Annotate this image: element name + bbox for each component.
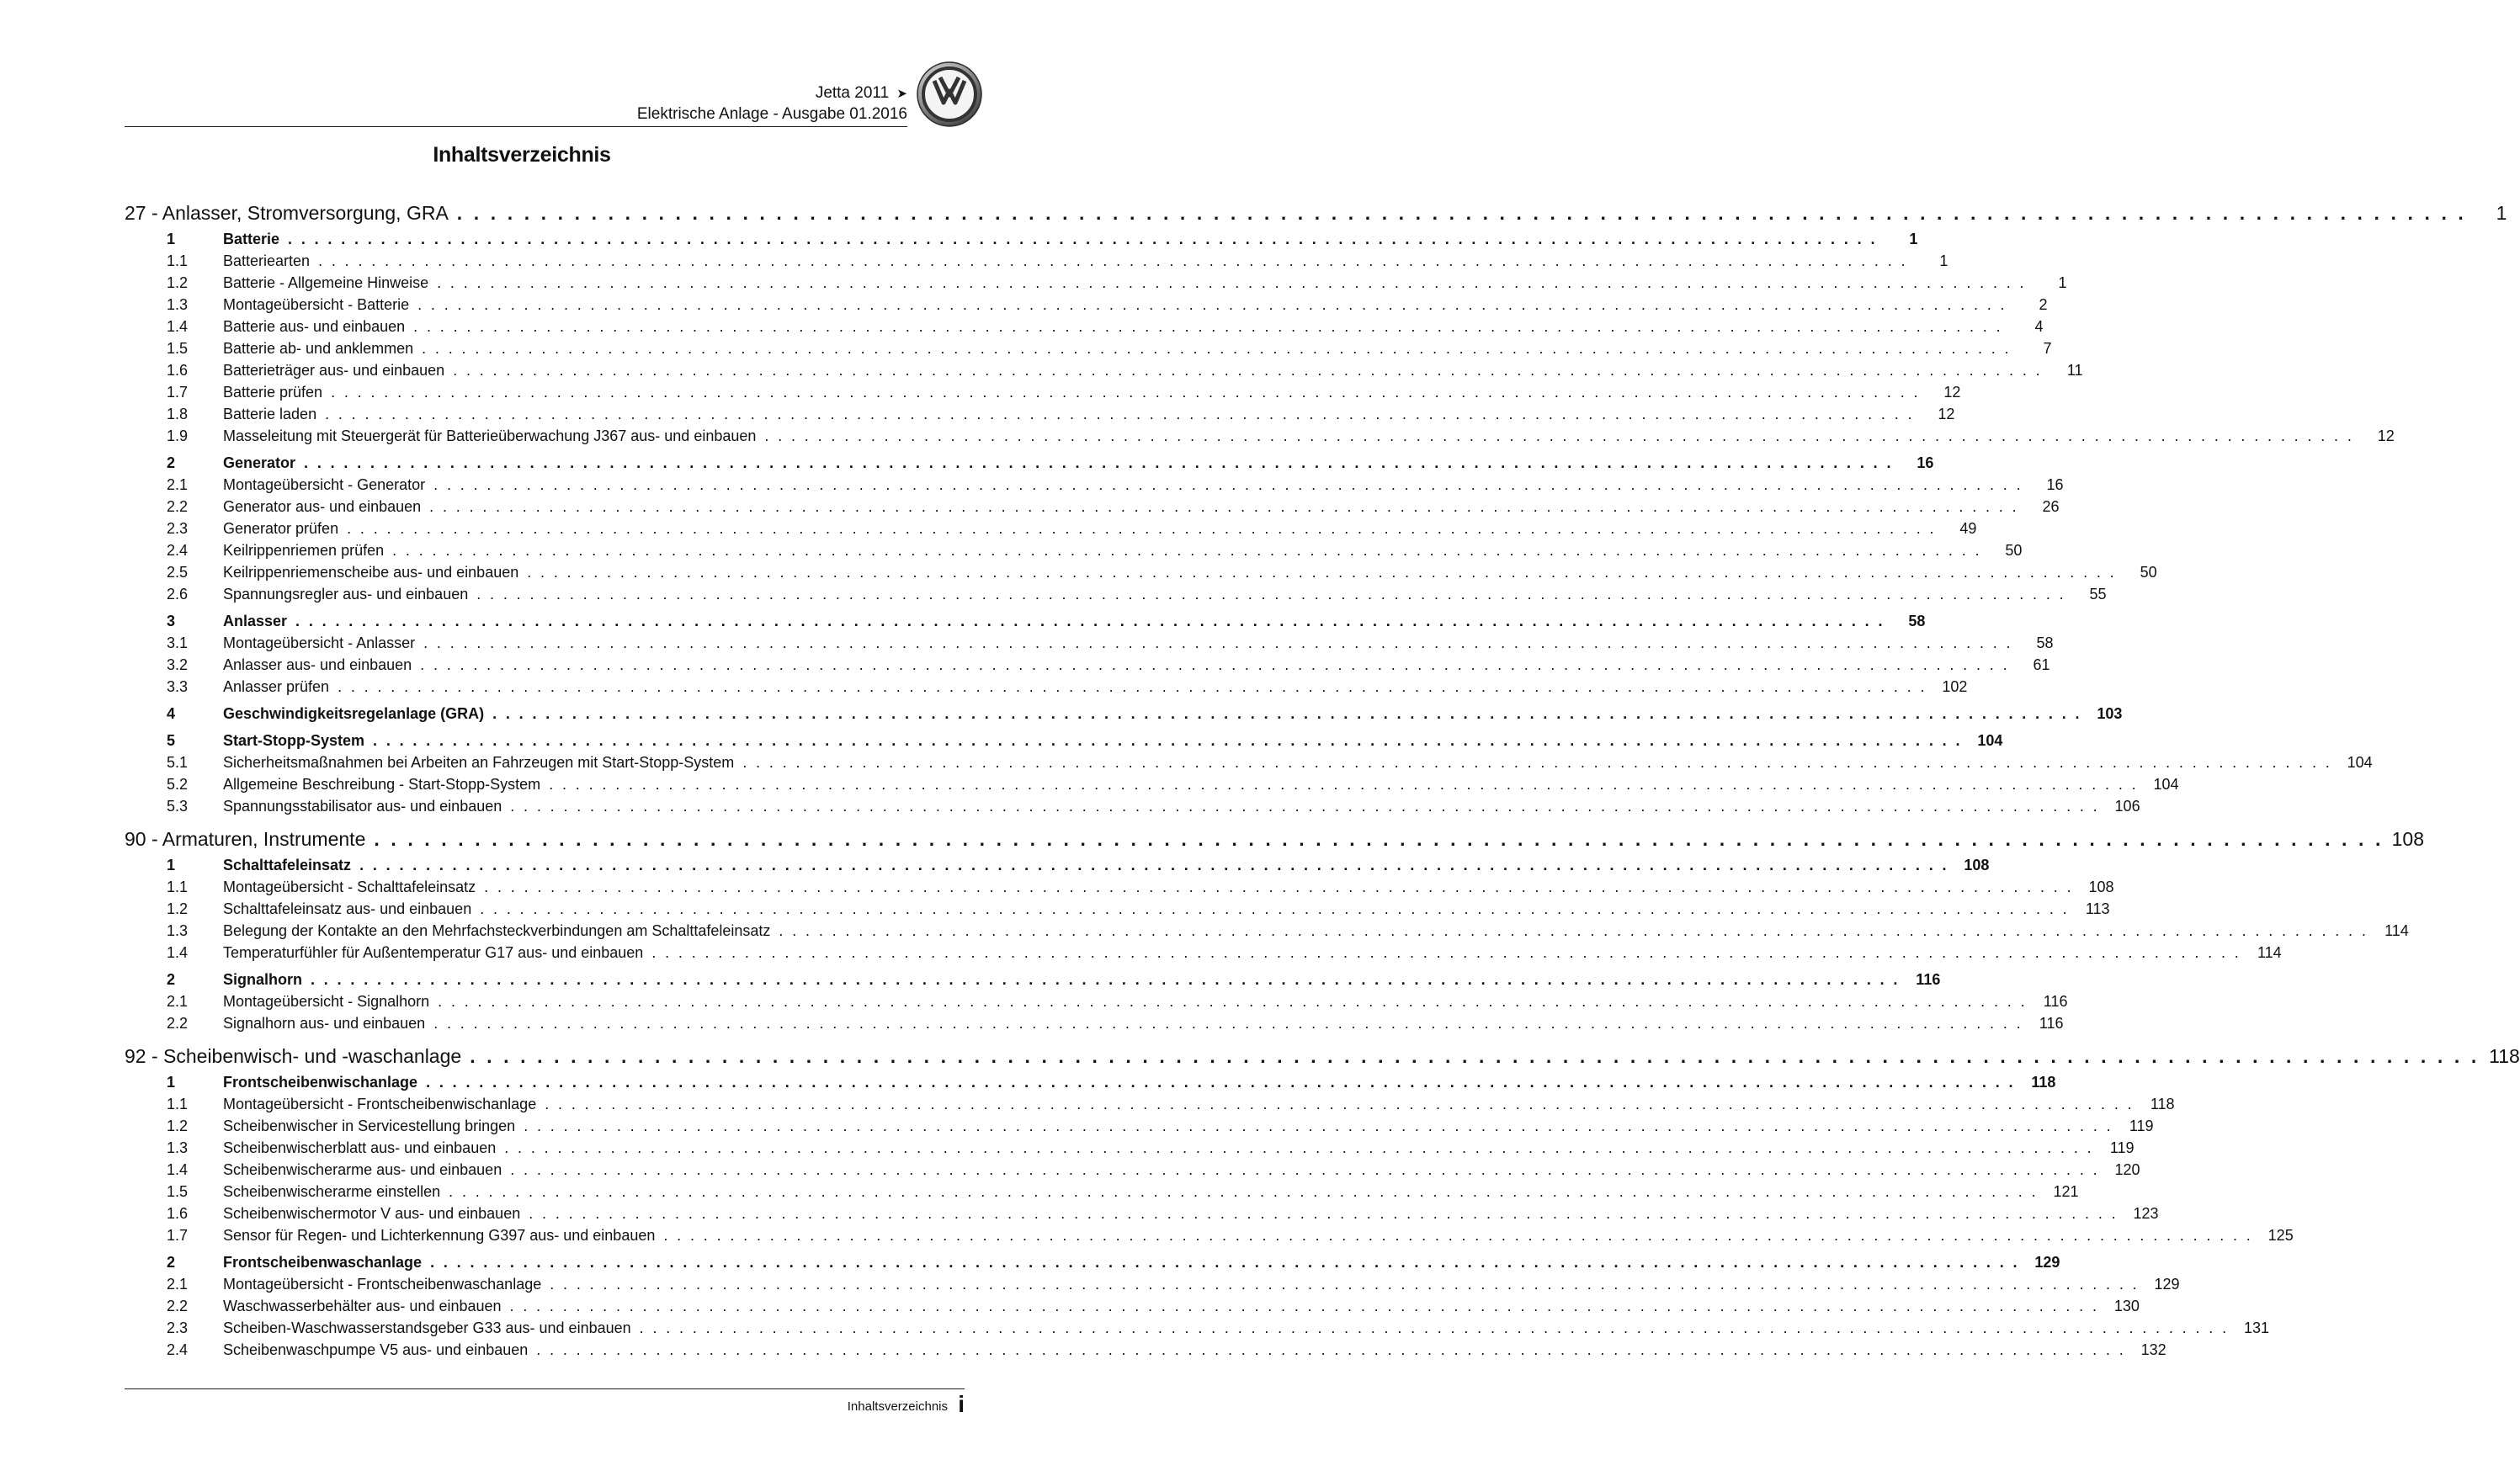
entry-page-number: 113 xyxy=(2085,900,2110,917)
toc-subsection[interactable] xyxy=(125,362,2083,384)
toc-subsection[interactable] xyxy=(125,1227,2294,1249)
entry-page-number: 1 xyxy=(1939,252,1948,269)
toc-section[interactable] xyxy=(125,613,1926,634)
toc-chapter[interactable] xyxy=(125,1045,2520,1074)
entry-page-number: 50 xyxy=(2005,542,2023,559)
toc-subsection[interactable] xyxy=(125,656,2050,678)
dot-leader: . . . . . . . . . . . . . . . . . . . . . . . . . . . . . . . . . . . . . . . . . . . . . . . . . . . . . . . . . . . . . . . . . . . . . . . . . . . . . . . . . . . . . . . . . . . . . . . . . . . . . . . . . . . . . . . . . . . . . . . . xyxy=(338,678,1927,695)
entry-number: 1.2 xyxy=(167,1118,189,1134)
entry-number: 2.6 xyxy=(167,586,189,603)
toc-subsection[interactable] xyxy=(125,678,1968,700)
entry-page-number: 58 xyxy=(1908,613,1926,629)
entry-title: 90 - Armaturen, Instrumente xyxy=(125,828,366,850)
footer-page-number: i xyxy=(958,1391,965,1417)
entry-page-number: 102 xyxy=(1942,678,1968,695)
entry-page-number: 50 xyxy=(2140,564,2157,581)
dot-leader: . . . . . . . . . . . . . . . . . . . . . . . . . . . . . . . . . . . . . . . . . . . . . . . . . . . . . . . . . . . . . . . . . . . . . . . . . . . . . . . . . . . . . . . . . . . . . . . . . . . . . . . . . . . . . . . . . . . . . . . . xyxy=(742,754,2332,771)
toc-section[interactable] xyxy=(125,705,2123,727)
entry-title: Generator prüfen xyxy=(223,520,339,537)
toc-subsection[interactable] xyxy=(125,274,2067,296)
entry-number: 2 xyxy=(167,1254,176,1271)
entry-number: 2.4 xyxy=(167,1341,189,1358)
toc-subsection[interactable] xyxy=(125,542,2023,564)
toc-subsection[interactable] xyxy=(125,1015,2064,1037)
toc-subsection[interactable] xyxy=(125,944,2282,966)
entry-page-number: 58 xyxy=(2036,634,2054,651)
entry-title: 92 - Scheibenwisch- und -waschanlage xyxy=(125,1045,462,1067)
dot-leader: . . . . . . . . . . . . . . . . . . . . . . . . . . . . . . . . . . . . . . . . . . . . . . . . . . . . . . . . . . . . . . . . . . . . . . . . . . . . . . . . . . . . . . . . . . . . . . . . . . . . . . . . . . . . . . . . . . . . . . . . xyxy=(449,1183,2039,1200)
entry-title: Anlasser aus- und einbauen xyxy=(223,656,412,673)
entry-number: 1.8 xyxy=(167,406,189,422)
entry-page-number: 118 xyxy=(2150,1096,2175,1112)
entry-page-number: 104 xyxy=(2347,754,2373,771)
entry-title: Keilrippenriemenscheibe aus- und einbauen xyxy=(223,564,519,581)
dot-leader: . . . . . . . . . . . . . . . . . . . . . . . . . . . . . . . . . . . . . . . . . . . . . . . . . . . . . . . . . . . . . . . . . . . . . . . . . . . . . . . . . . . . . . . . . . . . . . . . . . . . . . . . . . . . . . . . . . . . . . . . xyxy=(550,1276,2140,1293)
entry-title: Montageübersicht - Frontscheibenwischanlage xyxy=(223,1096,537,1112)
entry-number: 2 xyxy=(167,971,176,988)
entry-title: Batterie laden xyxy=(223,406,317,422)
entry-title: Allgemeine Beschreibung - Start-Stopp-System xyxy=(223,776,541,793)
entry-title: Batteriearten xyxy=(223,252,311,269)
entry-title: Spannungsregler aus- und einbauen xyxy=(223,586,469,603)
entry-page-number: 26 xyxy=(2042,498,2060,515)
toc-subsection[interactable] xyxy=(125,1139,2135,1161)
entry-number: 5.2 xyxy=(167,776,189,793)
dot-leader: . . . . . . . . . . . . . . . . . . . . . . . . . . . . . . . . . . . . . . . . . . . . . . . . . . . . . . . . . . . . . . . . . . . . . . . . . . . . . . . . . . . . . . . . . . . . . . . . . . . . . . . . . . . . . . . . . . . . . . . . xyxy=(420,656,2010,673)
dot-leader: . . . . . . . . . . . . . . . . . . . . . . . . . . . . . . . . . . . . . . . . . . . . . . . . . . . . . . . . . . . . . . . . . . . . . . . . . . . . . . . . . . . . . . . . . . . . . . . . . . . . . . . . . . . . . . . . . . . . . . . . xyxy=(374,828,2384,850)
entry-number: 5.1 xyxy=(167,754,189,771)
toc-subsection[interactable] xyxy=(125,1096,2175,1118)
toc-subsection[interactable] xyxy=(125,498,2060,520)
dot-leader: . . . . . . . . . . . . . . . . . . . . . . . . . . . . . . . . . . . . . . . . . . . . . . . . . . . . . . . . . . . . . . . . . . . . . . . . . . . . . . . . . . . . . . . . . . . . . . . . . . . . . . . . . . . . . . . . . . . . . . . . xyxy=(663,1227,2253,1244)
entry-number: 5 xyxy=(167,732,176,749)
entry-title: Generator aus- und einbauen xyxy=(223,498,422,515)
entry-title: Geschwindigkeitsregelanlage (GRA) xyxy=(223,705,485,722)
toc-subsection[interactable] xyxy=(125,1118,2154,1139)
entry-number: 1.2 xyxy=(167,900,189,917)
dot-leader: . . . . . . . . . . . . . . . . . . . . . . . . . . . . . . . . . . . . . . . . . . . . . . . . . . . . . . . . . . . . . . . . . . . . . . . . . . . . . . . . . . . . . . . . . . . . . . . . . . . . . . . . . . . . . . . . . . . . . . . . xyxy=(510,798,2100,815)
entry-number: 2.1 xyxy=(167,476,189,493)
entry-page-number: 132 xyxy=(2140,1341,2166,1358)
dot-leader: . . . . . . . . . . . . . . . . . . . . . . . . . . . . . . . . . . . . . . . . . . . . . . . . . . . . . . . . . . . . . . . . . . . . . . . . . . . . . . . . . . . . . . . . . . . . . . . . . . . . . . . . . . . . . . . . . . . . . . . . xyxy=(295,613,1885,629)
toc-section[interactable] xyxy=(125,454,1934,476)
entry-number: 2.3 xyxy=(167,1319,189,1336)
entry-title: Anlasser prüfen xyxy=(223,678,330,695)
entry-number: 3.2 xyxy=(167,656,189,673)
toc-subsection[interactable] xyxy=(125,798,2140,820)
entry-title: Batterie aus- und einbauen xyxy=(223,318,406,335)
arrow-right-icon: ➤ xyxy=(896,87,907,101)
dot-leader: . . . . . . . . . . . . . . . . . . . . . . . . . . . . . . . . . . . . . . . . . . . . . . . . . . . . . . . . . . . . . . . . . . . . . . . . . . . . . . . . . . . . . . . . . . . . . . . . . . . . . . . . . . . . . . . . . . . . . . . . xyxy=(779,922,2368,939)
toc-subsection[interactable] xyxy=(125,384,1961,406)
dot-leader: . . . . . . . . . . . . . . . . . . . . . . . . . . . . . . . . . . . . . . . . . . . . . . . . . . . . . . . . . . . . . . . . . . . . . . . . . . . . . . . . . . . . . . . . . . . . . . . . . . . . . . . . . . . . . . . . . . . . . . . . xyxy=(476,586,2066,603)
entry-number: 1 xyxy=(167,1074,176,1091)
entry-title: Batterieträger aus- und einbauen xyxy=(223,362,445,379)
entry-page-number: 129 xyxy=(2034,1254,2060,1271)
entry-page-number: 120 xyxy=(2114,1161,2140,1178)
dot-leader: . . . . . . . . . . . . . . . . . . . . . . . . . . . . . . . . . . . . . . . . . . . . . . . . . . . . . . . . . . . . . . . . . . . . . . . . . . . . . . . . . . . . . . . . . . . . . . . . . . . . . . . . . . . . . . . . . . . . . . . . xyxy=(331,384,1921,401)
toc-subsection[interactable] xyxy=(125,1319,2269,1341)
dot-leader: . . . . . . . . . . . . . . . . . . . . . . . . . . . . . . . . . . . . . . . . . . . . . . . . . . . . . . . . . . . . . . . . . . . . . . . . . . . . . . . . . . . . . . . . . . . . . . . . . . . . . . . . . . . . . . . . . . . . . . . . xyxy=(288,231,1878,247)
dot-leader: . . . . . . . . . . . . . . . . . . . . . . . . . . . . . . . . . . . . . . . . . . . . . . . . . . . . . . . . . . . . . . . . . . . . . . . . . . . . . . . . . . . . . . . . . . . . . . . . . . . . . . . . . . . . . . . . . . . . . . . . xyxy=(480,900,2070,917)
entry-number: 1.4 xyxy=(167,1161,189,1178)
entry-title: Frontscheibenwischanlage xyxy=(223,1074,418,1091)
dot-leader: . . . . . . . . . . . . . . . . . . . . . . . . . . . . . . . . . . . . . . . . . . . . . . . . . . . . . . . . . . . . . . . . . . . . . . . . . . . . . . . . . . . . . . . . . . . . . . . . . . . . . . . . . . . . . . . . . . . . . . . . xyxy=(422,340,2012,357)
dot-leader: . . . . . . . . . . . . . . . . . . . . . . . . . . . . . . . . . . . . . . . . . . . . . . . . . . . . . . . . . . . . . . . . . . . . . . . . . . . . . . . . . . . . . . . . . . . . . . . . . . . . . . . . . . . . . . . . . . . . . . . . xyxy=(524,1118,2113,1134)
entry-number: 1.6 xyxy=(167,1205,189,1222)
entry-page-number: 123 xyxy=(2133,1205,2159,1222)
entry-number: 1.5 xyxy=(167,340,189,357)
entry-number: 1.9 xyxy=(167,427,189,444)
entry-title: Sicherheitsmaßnahmen bei Arbeiten an Fahrzeugen mit Start-Stopp-System xyxy=(223,754,735,771)
entry-page-number: 12 xyxy=(1943,384,1961,401)
toc-subsection[interactable] xyxy=(125,318,2044,340)
dot-leader: . . . . . . . . . . . . . . . . . . . . . . . . . . . . . . . . . . . . . . . . . . . . . . . . . . . . . . . . . . . . . . . . . . . . . . . . . . . . . . . . . . . . . . . . . . . . . . . . . . . . . . . . . . . . . . . . . . . . . . . . xyxy=(437,274,2027,291)
entry-page-number: 55 xyxy=(2089,586,2107,603)
dot-leader: . . . . . . . . . . . . . . . . . . . . . . . . . . . . . . . . . . . . . . . . . . . . . . . . . . . . . . . . . . . . . . . . . . . . . . . . . . . . . . . . . . . . . . . . . . . . . . . . . . . . . . . . . . . . . . . . . . . . . . . . xyxy=(325,406,1915,422)
entry-title: Anlasser xyxy=(223,613,288,629)
entry-title: Batterie ab- und anklemmen xyxy=(223,340,414,357)
dot-leader: . . . . . . . . . . . . . . . . . . . . . . . . . . . . . . . . . . . . . . . . . . . . . . . . . . . . . . . . . . . . . . . . . . . . . . . . . . . . . . . . . . . . . . . . . . . . . . . . . . . . . . . . . . . . . . . . . . . . . . . . xyxy=(536,1341,2126,1358)
entry-number: 2.1 xyxy=(167,993,189,1010)
entry-number: 1.1 xyxy=(167,252,189,269)
dot-leader: . . . . . . . . . . . . . . . . . . . . . . . . . . . . . . . . . . . . . . . . . . . . . . . . . . . . . . . . . . . . . . . . . . . . . . . . . . . . . . . . . . . . . . . . . . . . . . . . . . . . . . . . . . . . . . . . . . . . . . . . xyxy=(651,944,2241,961)
dot-leader: . . . . . . . . . . . . . . . . . . . . . . . . . . . . . . . . . . . . . . . . . . . . . . . . . . . . . . . . . . . . . . . . . . . . . . . . . . . . . . . . . . . . . . . . . . . . . . . . . . . . . . . . . . . . . . . . . . . . . . . . xyxy=(438,993,2028,1010)
toc-section[interactable] xyxy=(125,971,1941,993)
entry-title: Spannungsstabilisator aus- und einbauen xyxy=(223,798,502,815)
toc-subsection[interactable] xyxy=(125,634,2054,656)
toc-subsection[interactable] xyxy=(125,340,2052,362)
entry-page-number: 121 xyxy=(2053,1183,2079,1200)
entry-number: 1.2 xyxy=(167,274,189,291)
entry-page-number: 104 xyxy=(2153,776,2179,793)
toc-subsection[interactable] xyxy=(125,993,2068,1015)
entry-page-number: 11 xyxy=(2066,362,2083,379)
dot-leader: . . . . . . . . . . . . . . . . . . . . . . . . . . . . . . . . . . . . . . . . . . . . . . . . . . . . . . . . . . . . . . . . . . . . . . . . . . . . . . . . . . . . . . . . . . . . . . . . . . . . . . . . . . . . . . . . . . . . . . . . xyxy=(639,1319,2229,1336)
dot-leader: . . . . . . . . . . . . . . . . . . . . . . . . . . . . . . . . . . . . . . . . . . . . . . . . . . . . . . . . . . . . . . . . . . . . . . . . . . . . . . . . . . . . . . . . . . . . . . . . . . . . . . . . . . . . . . . . . . . . . . . . xyxy=(433,1015,2023,1032)
entry-title: Signalhorn xyxy=(223,971,302,988)
entry-number: 1.5 xyxy=(167,1183,189,1200)
entry-number: 1.4 xyxy=(167,944,189,961)
header-model-line xyxy=(816,84,907,103)
entry-number: 1.3 xyxy=(167,1139,189,1156)
entry-page-number: 61 xyxy=(2033,656,2050,673)
entry-title: Scheibenwischerarme einstellen xyxy=(223,1183,441,1200)
entry-number: 3.3 xyxy=(167,678,189,695)
entry-page-number: 130 xyxy=(2113,1298,2140,1314)
entry-number: 2.5 xyxy=(167,564,189,581)
entry-page-number: 114 xyxy=(2384,922,2409,939)
entry-title: Sensor für Regen- und Lichterkennung G397 aus- und einbauen xyxy=(223,1227,656,1244)
toc-subsection[interactable] xyxy=(125,520,1977,542)
entry-number: 2.4 xyxy=(167,542,189,559)
header-subtitle: Elektrische Anlage - Ausgabe 01.2016 xyxy=(636,105,907,123)
entry-number: 1.3 xyxy=(167,296,189,313)
page-title: Inhaltsverzeichnis xyxy=(433,143,611,167)
dot-leader: . . . . . . . . . . . . . . . . . . . . . . . . . . . . . . . . . . . . . . . . . . . . . . . . . . . . . . . . . . . . . . . . . . . . . . . . . . . . . . . . . . . . . . . . . . . . . . . . . . . . . . . . . . . . . . . . . . . . . . . . xyxy=(311,971,1901,988)
entry-title: Montageübersicht - Batterie xyxy=(223,296,410,313)
entry-number: 1.1 xyxy=(167,1096,189,1112)
entry-number: 2.2 xyxy=(167,1298,189,1314)
entry-number: 1.3 xyxy=(167,922,189,939)
entry-title: Montageübersicht - Generator xyxy=(223,476,426,493)
entry-page-number: 7 xyxy=(2043,340,2052,357)
toc-subsection[interactable] xyxy=(125,776,2179,798)
entry-page-number: 16 xyxy=(1917,454,1934,471)
dot-leader: . . . . . . . . . . . . . . . . . . . . . . . . . . . . . . . . . . . . . . . . . . . . . . . . . . . . . . . . . . . . . . . . . . . . . . . . . . . . . . . . . . . . . . . . . . . . . . . . . . . . . . . . . . . . . . . . . . . . . . . . xyxy=(453,362,2043,379)
vw-logo xyxy=(916,61,983,128)
toc-subsection[interactable] xyxy=(125,900,2110,922)
entry-title: Scheibenwischerarme aus- und einbauen xyxy=(223,1161,502,1178)
entry-number: 1 xyxy=(167,857,176,873)
toc-subsection[interactable] xyxy=(125,879,2114,900)
entry-title: Montageübersicht - Anlasser xyxy=(223,634,416,651)
entry-title: Temperaturfühler für Außentemperatur G17 aus- und einbauen xyxy=(223,944,644,961)
entry-title: Frontscheibenwaschanlage xyxy=(223,1254,423,1271)
dot-leader: . . . . . . . . . . . . . . . . . . . . . . . . . . . . . . . . . . . . . . . . . . . . . . . . . . . . . . . . . . . . . . . . . . . . . . . . . . . . . . . . . . . . . . . . . . . . . . . . . . . . . . . . . . . . . . . . . . . . . . . . xyxy=(429,498,2019,515)
dot-leader: . . . . . . . . . . . . . . . . . . . . . . . . . . . . . . . . . . . . . . . . . . . . . . . . . . . . . . . . . . . . . . . . . . . . . . . . . . . . . . . . . . . . . . . . . . . . . . . . . . . . . . . . . . . . . . . . . . . . . . . . xyxy=(417,296,2007,313)
dot-leader: . . . . . . . . . . . . . . . . . . . . . . . . . . . . . . . . . . . . . . . . . . . . . . . . . . . . . . . . . . . . . . . . . . . . . . . . . . . . . . . . . . . . . . . . . . . . . . . . . . . . . . . . . . . . . . . . . . . . . . . . xyxy=(510,1161,2100,1178)
toc-subsection[interactable] xyxy=(125,427,2395,449)
toc-subsection[interactable] xyxy=(125,296,2048,318)
toc-section[interactable] xyxy=(125,1254,2060,1276)
toc-section[interactable] xyxy=(125,1074,2056,1096)
toc-subsection[interactable] xyxy=(125,564,2157,586)
entry-title: Scheibenwischerblatt aus- und einbauen xyxy=(223,1139,497,1156)
entry-page-number: 108 xyxy=(1964,857,1990,873)
entry-number: 1.1 xyxy=(167,879,189,895)
entry-page-number: 2 xyxy=(2039,296,2048,313)
entry-page-number: 4 xyxy=(2034,318,2044,335)
dot-leader: . . . . . . . . . . . . . . . . . . . . . . . . . . . . . . . . . . . . . . . . . . . . . . . . . . . . . . . . . . . . . . . . . . . . . . . . . . . . . . . . . . . . . . . . . . . . . . . . . . . . . . . . . . . . . . . . . . . . . . . . xyxy=(549,776,2139,793)
entry-title: Batterie xyxy=(223,231,280,247)
entry-title: Generator xyxy=(223,454,296,471)
entry-page-number: 12 xyxy=(1938,406,1955,422)
entry-number: 2.1 xyxy=(167,1276,189,1293)
entry-page-number: 118 xyxy=(2031,1074,2056,1091)
entry-number: 1 xyxy=(167,231,176,247)
entry-page-number: 12 xyxy=(2377,427,2395,444)
entry-page-number: 1 xyxy=(1909,231,1918,247)
entry-page-number: 114 xyxy=(2257,944,2282,961)
entry-number: 1.7 xyxy=(167,384,189,401)
page-header xyxy=(125,77,907,127)
toc-subsection[interactable] xyxy=(125,1161,2140,1183)
entry-page-number: 129 xyxy=(2154,1276,2180,1293)
entry-number: 1.6 xyxy=(167,362,189,379)
entry-title: Masseleitung mit Steuergerät für Batterieüberwachung J367 aus- und einbauen xyxy=(223,427,757,444)
entry-title: Waschwasserbehälter aus- und einbauen xyxy=(223,1298,502,1314)
entry-number: 4 xyxy=(167,705,176,722)
dot-leader: . . . . . . . . . . . . . . . . . . . . . . . . . . . . . . . . . . . . . . . . . . . . . . . . . . . . . . . . . . . . . . . . . . . . . . . . . . . . . . . . . . . . . . . . . . . . . . . . . . . . . . . . . . . . . . . . . . . . . . . . xyxy=(545,1096,2135,1112)
entry-title: Scheibenwaschpumpe V5 aus- und einbauen xyxy=(223,1341,529,1358)
footer-label: Inhaltsverzeichnis xyxy=(847,1399,948,1414)
entry-number: 1.4 xyxy=(167,318,189,335)
dot-leader: . . . . . . . . . . . . . . . . . . . . . . . . . . . . . . . . . . . . . . . . . . . . . . . . . . . . . . . . . . . . . . . . . . . . . . . . . . . . . . . . . . . . . . . . . . . . . . . . . . . . . . . . . . . . . . . . . . . . . . . . xyxy=(470,1045,2480,1067)
toc-subsection[interactable] xyxy=(125,754,2373,776)
entry-title: Batterie prüfen xyxy=(223,384,323,401)
dot-leader: . . . . . . . . . . . . . . . . . . . . . . . . . . . . . . . . . . . . . . . . . . . . . . . . . . . . . . . . . . . . . . . . . . . . . . . . . . . . . . . . . . . . . . . . . . . . . . . . . . . . . . . . . . . . . . . . . . . . . . . . xyxy=(373,732,1963,749)
dot-leader: . . . . . . . . . . . . . . . . . . . . . . . . . . . . . . . . . . . . . . . . . . . . . . . . . . . . . . . . . . . . . . . . . . . . . . . . . . . . . . . . . . . . . . . . . . . . . . . . . . . . . . . . . . . . . . . . . . . . . . . . xyxy=(423,634,2013,651)
dot-leader: . . . . . . . . . . . . . . . . . . . . . . . . . . . . . . . . . . . . . . . . . . . . . . . . . . . . . . . . . . . . . . . . . . . . . . . . . . . . . . . . . . . . . . . . . . . . . . . . . . . . . . . . . . . . . . . . . . . . . . . . xyxy=(413,318,2003,335)
toc-subsection[interactable] xyxy=(125,1183,2079,1205)
dot-leader: . . . . . . . . . . . . . . . . . . . . . . . . . . . . . . . . . . . . . . . . . . . . . . . . . . . . . . . . . . . . . . . . . . . . . . . . . . . . . . . . . . . . . . . . . . . . . . . . . . . . . . . . . . . . . . . . . . . . . . . . xyxy=(484,879,2074,895)
entry-title: Montageübersicht - Schalttafeleinsatz xyxy=(223,879,476,895)
toc-subsection[interactable] xyxy=(125,1205,2159,1227)
entry-title: Schalttafeleinsatz aus- und einbauen xyxy=(223,900,472,917)
dot-leader: . . . . . . . . . . . . . . . . . . . . . . . . . . . . . . . . . . . . . . . . . . . . . . . . . . . . . . . . . . . . . . . . . . . . . . . . . . . . . . . . . . . . . . . . . . . . . . . . . . . . . . . . . . . . . . . . . . . . . . . . xyxy=(304,454,1894,471)
entry-number: 2.2 xyxy=(167,498,189,515)
dot-leader: . . . . . . . . . . . . . . . . . . . . . . . . . . . . . . . . . . . . . . . . . . . . . . . . . . . . . . . . . . . . . . . . . . . . . . . . . . . . . . . . . . . . . . . . . . . . . . . . . . . . . . . . . . . . . . . . . . . . . . . . xyxy=(347,520,1937,537)
entry-number: 5.3 xyxy=(167,798,189,815)
entry-number: 3.1 xyxy=(167,634,189,651)
entry-page-number: 118 xyxy=(2489,1045,2520,1067)
toc-subsection[interactable] xyxy=(125,1341,2166,1363)
toc-chapter[interactable] xyxy=(125,828,2424,857)
toc-section[interactable] xyxy=(125,857,1990,879)
entry-title: Montageübersicht - Signalhorn xyxy=(223,993,430,1010)
entry-page-number: 116 xyxy=(2039,1015,2064,1032)
entry-title: Signalhorn aus- und einbauen xyxy=(223,1015,426,1032)
dot-leader: . . . . . . . . . . . . . . . . . . . . . . . . . . . . . . . . . . . . . . . . . . . . . . . . . . . . . . . . . . . . . . . . . . . . . . . . . . . . . . . . . . . . . . . . . . . . . . . . . . . . . . . . . . . . . . . . . . . . . . . . xyxy=(430,1254,2020,1271)
toc-subsection[interactable] xyxy=(125,586,2107,608)
entry-page-number: 1 xyxy=(2496,202,2507,224)
table-of-contents xyxy=(125,202,2520,1363)
entry-page-number: 116 xyxy=(2043,993,2068,1010)
entry-page-number: 125 xyxy=(2267,1227,2294,1244)
dot-leader: . . . . . . . . . . . . . . . . . . . . . . . . . . . . . . . . . . . . . . . . . . . . . . . . . . . . . . . . . . . . . . . . . . . . . . . . . . . . . . . . . . . . . . . . . . . . . . . . . . . . . . . . . . . . . . . . . . . . . . . . xyxy=(456,202,2467,224)
dot-leader: . . . . . . . . . . . . . . . . . . . . . . . . . . . . . . . . . . . . . . . . . . . . . . . . . . . . . . . . . . . . . . . . . . . . . . . . . . . . . . . . . . . . . . . . . . . . . . . . . . . . . . . . . . . . . . . . . . . . . . . . xyxy=(527,564,2117,581)
entry-number: 3 xyxy=(167,613,176,629)
dot-leader: . . . . . . . . . . . . . . . . . . . . . . . . . . . . . . . . . . . . . . . . . . . . . . . . . . . . . . . . . . . . . . . . . . . . . . . . . . . . . . . . . . . . . . . . . . . . . . . . . . . . . . . . . . . . . . . . . . . . . . . . xyxy=(426,1074,2016,1091)
entry-page-number: 131 xyxy=(2243,1319,2269,1336)
toc-subsection[interactable] xyxy=(125,1276,2180,1298)
toc-subsection[interactable] xyxy=(125,252,1948,274)
entry-title: Montageübersicht - Frontscheibenwaschanlage xyxy=(223,1276,542,1293)
toc-subsection[interactable] xyxy=(125,476,2064,498)
entry-title: Scheibenwischer in Servicestellung bringen xyxy=(223,1118,516,1134)
entry-page-number: 119 xyxy=(2109,1139,2135,1156)
entry-number: 2.2 xyxy=(167,1015,189,1032)
entry-page-number: 1 xyxy=(2058,274,2067,291)
entry-page-number: 108 xyxy=(2088,879,2114,895)
entry-title: Start-Stopp-System xyxy=(223,732,365,749)
entry-number: 2.3 xyxy=(167,520,189,537)
entry-title: Batterie - Allgemeine Hinweise xyxy=(223,274,429,291)
entry-page-number: 108 xyxy=(2391,828,2424,850)
entry-title: 27 - Anlasser, Stromversorgung, GRA xyxy=(125,202,449,224)
entry-page-number: 16 xyxy=(2046,476,2064,493)
dot-leader: . . . . . . . . . . . . . . . . . . . . . . . . . . . . . . . . . . . . . . . . . . . . . . . . . . . . . . . . . . . . . . . . . . . . . . . . . . . . . . . . . . . . . . . . . . . . . . . . . . . . . . . . . . . . . . . . . . . . . . . . xyxy=(433,476,2023,493)
entry-page-number: 49 xyxy=(1959,520,1977,537)
dot-leader: . . . . . . . . . . . . . . . . . . . . . . . . . . . . . . . . . . . . . . . . . . . . . . . . . . . . . . . . . . . . . . . . . . . . . . . . . . . . . . . . . . . . . . . . . . . . . . . . . . . . . . . . . . . . . . . . . . . . . . . . xyxy=(764,427,2354,444)
entry-title: Scheibenwischermotor V aus- und einbauen xyxy=(223,1205,521,1222)
entry-title: Belegung der Kontakte an den Mehrfachsteckverbindungen am Schalttafeleinsatz xyxy=(223,922,771,939)
dot-leader: . . . . . . . . . . . . . . . . . . . . . . . . . . . . . . . . . . . . . . . . . . . . . . . . . . . . . . . . . . . . . . . . . . . . . . . . . . . . . . . . . . . . . . . . . . . . . . . . . . . . . . . . . . . . . . . . . . . . . . . . xyxy=(318,252,1908,269)
entry-title: Keilrippenriemen prüfen xyxy=(223,542,385,559)
entry-page-number: 116 xyxy=(1916,971,1941,988)
page-footer xyxy=(125,1388,965,1417)
entry-page-number: 119 xyxy=(2129,1118,2154,1134)
entry-page-number: 104 xyxy=(1977,732,2003,749)
dot-leader: . . . . . . . . . . . . . . . . . . . . . . . . . . . . . . . . . . . . . . . . . . . . . . . . . . . . . . . . . . . . . . . . . . . . . . . . . . . . . . . . . . . . . . . . . . . . . . . . . . . . . . . . . . . . . . . . . . . . . . . . xyxy=(509,1298,2099,1314)
entry-number: 2 xyxy=(167,454,176,471)
entry-page-number: 103 xyxy=(2097,705,2123,722)
dot-leader: . . . . . . . . . . . . . . . . . . . . . . . . . . . . . . . . . . . . . . . . . . . . . . . . . . . . . . . . . . . . . . . . . . . . . . . . . . . . . . . . . . . . . . . . . . . . . . . . . . . . . . . . . . . . . . . . . . . . . . . . xyxy=(492,705,2082,722)
entry-page-number: 106 xyxy=(2114,798,2140,815)
toc-section[interactable] xyxy=(125,231,1918,252)
dot-leader: . . . . . . . . . . . . . . . . . . . . . . . . . . . . . . . . . . . . . . . . . . . . . . . . . . . . . . . . . . . . . . . . . . . . . . . . . . . . . . . . . . . . . . . . . . . . . . . . . . . . . . . . . . . . . . . . . . . . . . . . xyxy=(504,1139,2094,1156)
toc-section[interactable] xyxy=(125,732,2003,754)
toc-subsection[interactable] xyxy=(125,922,2409,944)
entry-title: Scheiben-Waschwasserstandsgeber G33 aus- und einbauen xyxy=(223,1319,631,1336)
toc-chapter[interactable] xyxy=(125,202,2507,231)
toc-subsection[interactable] xyxy=(125,406,1955,427)
dot-leader: . . . . . . . . . . . . . . . . . . . . . . . . . . . . . . . . . . . . . . . . . . . . . . . . . . . . . . . . . . . . . . . . . . . . . . . . . . . . . . . . . . . . . . . . . . . . . . . . . . . . . . . . . . . . . . . . . . . . . . . . xyxy=(359,857,1949,873)
dot-leader: . . . . . . . . . . . . . . . . . . . . . . . . . . . . . . . . . . . . . . . . . . . . . . . . . . . . . . . . . . . . . . . . . . . . . . . . . . . . . . . . . . . . . . . . . . . . . . . . . . . . . . . . . . . . . . . . . . . . . . . . xyxy=(392,542,1982,559)
toc-subsection[interactable] xyxy=(125,1298,2140,1319)
header-model: Jetta 2011 xyxy=(815,84,890,102)
entry-number: 1.7 xyxy=(167,1227,189,1244)
entry-title: Schalttafeleinsatz xyxy=(223,857,352,873)
dot-leader: . . . . . . . . . . . . . . . . . . . . . . . . . . . . . . . . . . . . . . . . . . . . . . . . . . . . . . . . . . . . . . . . . . . . . . . . . . . . . . . . . . . . . . . . . . . . . . . . . . . . . . . . . . . . . . . . . . . . . . . . xyxy=(529,1205,2119,1222)
